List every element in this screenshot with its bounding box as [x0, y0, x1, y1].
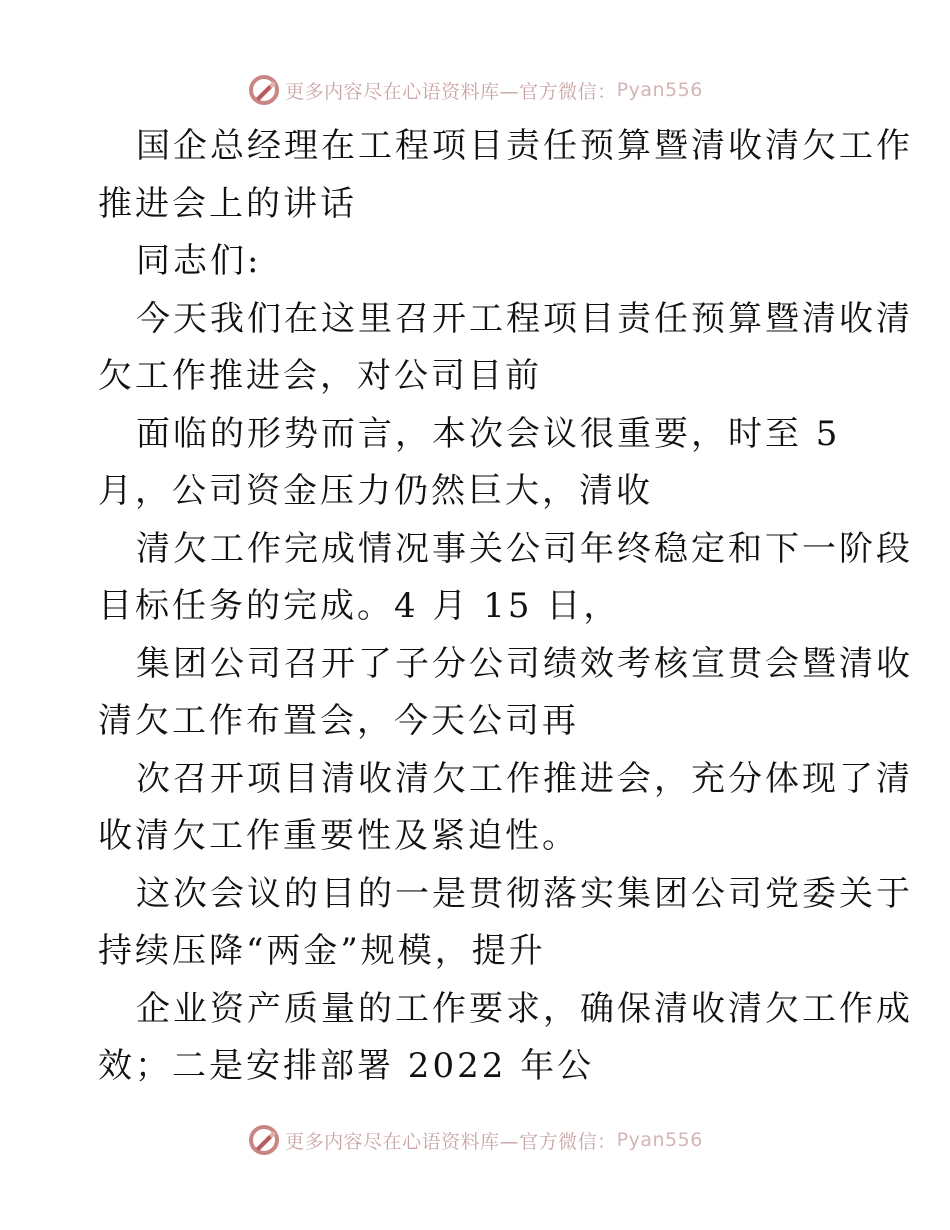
watermark-text: 更多内容尽在心语资料库—官方微信： [285, 1130, 617, 1153]
paragraph-line: 效；二是安排部署 2022 年公 [98, 1046, 595, 1086]
pen-logo-icon [247, 1123, 281, 1157]
paragraph-line: 目标任务的完成。4 月 15 日， [98, 586, 621, 626]
paragraph-line: 清欠工作完成情况事关公司年终稳定和下一阶段 [136, 528, 913, 569]
title-line-1: 国企总经理在工程项目责任预算暨清收清欠工作 [136, 126, 913, 166]
header-watermark [0, 70, 950, 110]
paragraph-line: 面临的形势而言，本次会议很重要，时至 5 [136, 413, 841, 454]
salutation: 同志们: [136, 241, 262, 281]
paragraph-line: 月，公司资金压力仍然巨大，清收 [98, 471, 653, 511]
paragraph-line: 收清欠工作重要性及紧迫性。 [98, 816, 579, 856]
watermark-id: Pyan556 [616, 1129, 703, 1151]
document-body [98, 118, 913, 1096]
paragraph-line: 次召开项目清收清欠工作推进会，充分体现了清 [136, 758, 913, 799]
paragraph-line: 清欠工作布置会，今天公司再 [98, 701, 579, 741]
watermark-id: Pyan556 [616, 79, 703, 101]
paragraph-line: 集团公司召开了子分公司绩效考核宣贯会暨清收 [136, 643, 913, 684]
footer-watermark [0, 1120, 950, 1160]
paragraph-line: 欠工作推进会，对公司目前 [98, 356, 542, 396]
paragraph-line: 企业资产质量的工作要求，确保清收清欠工作成 [136, 988, 913, 1029]
paragraph-line: 这次会议的目的一是贯彻落实集团公司党委关于 [136, 873, 913, 914]
paragraph-line: 持续压降“两金”规模，提升 [98, 931, 546, 971]
paragraph-line: 今天我们在这里召开工程项目责任预算暨清收清 [136, 298, 913, 339]
title-line-2: 推进会上的讲话 [98, 183, 357, 224]
watermark-text: 更多内容尽在心语资料库—官方微信： [285, 80, 617, 103]
pen-logo-icon [247, 73, 281, 107]
